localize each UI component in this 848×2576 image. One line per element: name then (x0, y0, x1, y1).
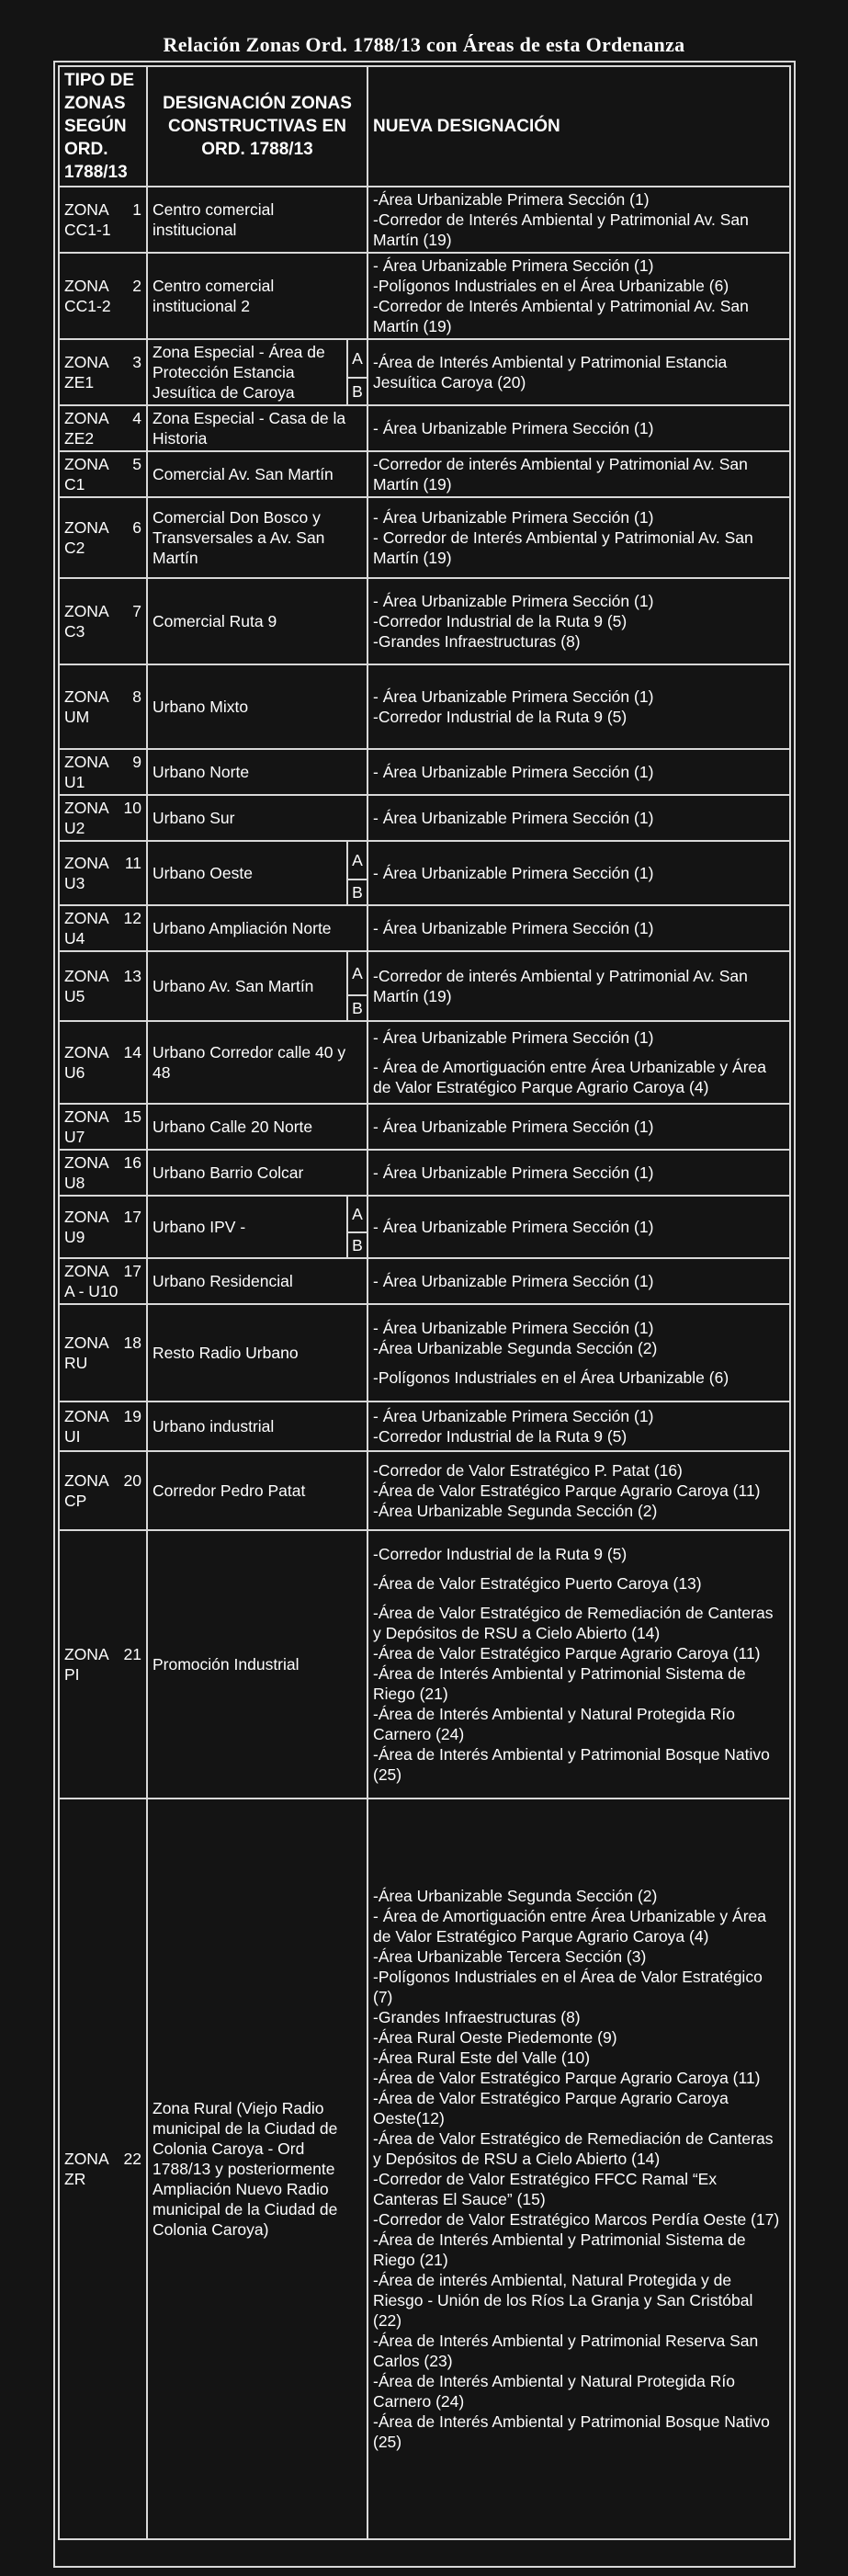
designation-item: -Área Urbanizable Segunda Sección (2) (373, 1502, 658, 1520)
designation-cell: Urbano Calle 20 Norte (147, 1104, 367, 1150)
zone-word: ZONA (64, 409, 109, 427)
zone-word: ZONA (64, 2150, 109, 2168)
designation-cell: Urbano Corredor calle 40 y 48 (147, 1021, 367, 1104)
designation-item: -Área de Valor Estratégico Parque Agrario Caroya Oeste(12) (373, 2089, 729, 2128)
designation-item: - Área Urbanizable Primera Sección (1) (373, 1272, 654, 1290)
table-row (59, 578, 790, 664)
zone-number: 10 (123, 799, 141, 817)
zone-number: 20 (123, 1471, 141, 1490)
zone-code: U1 (64, 773, 85, 791)
table-row (59, 451, 790, 497)
zone-type-cell (59, 1150, 147, 1196)
zone-word: ZONA (64, 1333, 109, 1352)
zone-type-cell (59, 187, 147, 253)
designation-item: - Área Urbanizable Primera Sección (1) (373, 592, 654, 610)
zone-word: ZONA (64, 1407, 109, 1425)
table-row (59, 1799, 790, 2539)
subzone-label: B (347, 879, 367, 905)
designation-item: - Área Urbanizable Primera Sección (1) (373, 1163, 654, 1182)
zone-code: RU (64, 1354, 88, 1372)
zone-label (64, 1042, 141, 1062)
zone-label (64, 276, 141, 296)
page-title: Relación Zonas Ord. 1788/13 con Áreas de esta Ordenanza (163, 33, 685, 56)
zone-code: ZE2 (64, 429, 95, 448)
zone-type-cell (59, 1451, 147, 1530)
designation-cell: Comercial Ruta 9 (147, 578, 367, 664)
zone-number: 19 (123, 1407, 141, 1425)
table-row (59, 1104, 790, 1150)
designation-cell: Urbano industrial (147, 1401, 367, 1451)
table-row (59, 1401, 790, 1451)
zone-type-cell (59, 339, 147, 405)
table-row (59, 1196, 790, 1232)
zone-number: 2 (132, 277, 141, 295)
zone-number: 21 (123, 1645, 141, 1663)
designation-item: -Corredor Industrial de la Ruta 9 (5) (373, 1427, 628, 1446)
zone-code: CC1-2 (64, 297, 111, 315)
zone-code: U8 (64, 1174, 85, 1192)
designation-item: -Área de interés Ambiental, Natural Protegida y de Riesgo - Unión de los Ríos La Granja y San Cristóbal (22) (373, 2271, 753, 2330)
new-designation-cell (367, 405, 790, 451)
zone-code: U3 (64, 874, 85, 892)
header-designation: DESIGNACIÓN ZONAS CONSTRUCTIVAS EN ORD. 1788/13 (147, 66, 367, 187)
new-designation-cell (367, 795, 790, 841)
zone-word: ZONA (64, 1043, 109, 1061)
designation-item: -Área de Interés Ambiental y Natural Protegida Río Carnero (24) (373, 2372, 735, 2411)
designation-cell: Comercial Av. San Martín (147, 451, 367, 497)
new-designation-cell (367, 664, 790, 749)
zone-code: ZE1 (64, 373, 95, 392)
new-designation-cell (367, 1104, 790, 1150)
zone-label (64, 1333, 141, 1353)
designation-item: -Área de Valor Estratégico Puerto Caroya (13) (373, 1574, 702, 1593)
zone-code: U9 (64, 1228, 85, 1246)
designation-cell: Urbano Ampliación Norte (147, 905, 367, 951)
zone-code: C2 (64, 539, 85, 557)
zone-type-cell (59, 1104, 147, 1150)
zone-code: C3 (64, 622, 85, 641)
new-designation-cell (367, 905, 790, 951)
zone-label (64, 1106, 141, 1127)
designation-cell: Centro comercial institucional (147, 187, 367, 253)
designation-item: -Área de Interés Ambiental y Patrimonial Reserva San Carlos (23) (373, 2332, 759, 2370)
zone-number: 17 (123, 1208, 141, 1226)
table-row (59, 1530, 790, 1799)
zone-word: ZONA (64, 200, 109, 219)
designation-item: -Corredor de Valor Estratégico P. Patat (16) (373, 1461, 683, 1480)
table-row (59, 664, 790, 749)
table-row (59, 497, 790, 578)
subzone-label: A (347, 339, 367, 378)
designation-item: -Área Urbanizable Tercera Sección (3) (373, 1947, 647, 1966)
designation-item: - Corredor de Interés Ambiental y Patrimonial Av. San Martín (19) (373, 528, 753, 567)
designation-cell: Urbano Barrio Colcar (147, 1150, 367, 1196)
zone-word: ZONA (64, 753, 109, 771)
designation-cell: Urbano Mixto (147, 664, 367, 749)
designation-cell: Urbano IPV - (147, 1196, 347, 1258)
zone-number: 5 (132, 455, 141, 473)
zone-word: ZONA (64, 602, 109, 620)
zone-word: ZONA (64, 277, 109, 295)
zone-word: ZONA (64, 799, 109, 817)
zone-label (64, 1207, 141, 1227)
designation-item: -Corredor de Interés Ambiental y Patrimonial Av. San Martín (19) (373, 297, 749, 335)
new-designation-cell (367, 1258, 790, 1304)
table-row (59, 951, 790, 995)
designation-item: -Corredor Industrial de la Ruta 9 (5) (373, 1545, 628, 1563)
designation-item: - Área Urbanizable Primera Sección (1) (373, 1319, 654, 1337)
zone-number: 1 (132, 200, 141, 219)
designation-cell: Corredor Pedro Patat (147, 1451, 367, 1530)
zone-word: ZONA (64, 1153, 109, 1172)
designation-item: - Área Urbanizable Primera Sección (1) (373, 1028, 654, 1047)
table-row (59, 1451, 790, 1530)
zone-label (64, 199, 141, 220)
designation-item: - Área Urbanizable Primera Sección (1) (373, 763, 654, 781)
zone-number: 11 (124, 854, 141, 872)
new-designation-cell (367, 1451, 790, 1530)
zone-code: C1 (64, 475, 85, 494)
designation-item: - Área Urbanizable Primera Sección (1) (373, 419, 654, 437)
subzone-label: B (347, 995, 367, 1021)
new-designation-cell (367, 1799, 790, 2539)
zone-word: ZONA (64, 1645, 109, 1663)
subzone-label: B (347, 1232, 367, 1258)
designation-item: -Corredor Industrial de la Ruta 9 (5) (373, 612, 628, 630)
zone-word: ZONA (64, 854, 109, 872)
zone-code: UM (64, 708, 90, 726)
designation-item: -Grandes Infraestructuras (8) (373, 2008, 581, 2026)
zone-number: 8 (132, 687, 141, 706)
zone-number: 7 (132, 602, 141, 620)
zone-number: 6 (132, 518, 141, 537)
table-row (59, 187, 790, 253)
zone-number: 15 (123, 1107, 141, 1126)
zone-word: ZONA (64, 909, 109, 927)
zone-word: ZONA (64, 967, 109, 985)
zone-label (64, 408, 141, 428)
zone-type-cell (59, 1530, 147, 1799)
table-row (59, 1021, 790, 1104)
designation-item: -Área Rural Este del Valle (10) (373, 2048, 591, 2067)
designation-item: - Área Urbanizable Primera Sección (1) (373, 919, 654, 937)
designation-item: -Grandes Infraestructuras (8) (373, 632, 581, 651)
designation-item: -Área Urbanizable Primera Sección (1) (373, 190, 650, 209)
zone-type-cell (59, 664, 147, 749)
table-row (59, 795, 790, 841)
zone-code: CC1-1 (64, 221, 111, 239)
zone-number: 22 (123, 2150, 141, 2168)
designation-item: -Área de Valor Estratégico Parque Agrario Caroya (11) (373, 1644, 761, 1662)
designation-item: - Área Urbanizable Primera Sección (1) (373, 1407, 654, 1425)
zone-word: ZONA (64, 455, 109, 473)
zone-type-cell (59, 1799, 147, 2539)
zone-code: U4 (64, 929, 85, 948)
new-designation-cell (367, 339, 790, 405)
zone-word: ZONA (64, 1107, 109, 1126)
new-designation-cell (367, 841, 790, 905)
zone-type-cell (59, 795, 147, 841)
table-row (59, 1150, 790, 1196)
zone-label (64, 966, 141, 986)
zone-code: U6 (64, 1063, 85, 1082)
zone-number: 12 (123, 909, 141, 927)
designation-cell: Urbano Sur (147, 795, 367, 841)
designation-item: -Polígonos Industriales en el Área de Valor Estratégico (7) (373, 1968, 763, 2006)
designation-item: -Área de Valor Estratégico Parque Agrario Caroya (11) (373, 2069, 761, 2087)
zone-label (64, 2149, 141, 2169)
designation-item: -Área de Valor Estratégico de Remediación de Canteras y Depósitos de RSU a Cielo Abierto (14) (373, 2129, 774, 2168)
table-row (59, 905, 790, 951)
designation-item: -Área Urbanizable Segunda Sección (2) (373, 1887, 658, 1905)
zone-number: 16 (123, 1153, 141, 1172)
designation-item: -Corredor de interés Ambiental y Patrimonial Av. San Martín (19) (373, 455, 748, 494)
designation-cell: Resto Radio Urbano (147, 1304, 367, 1401)
designation-cell: Zona Especial - Casa de la Historia (147, 405, 367, 451)
designation-cell: Centro comercial institucional 2 (147, 253, 367, 339)
designation-item: -Área de Interés Ambiental y Patrimonial Bosque Nativo (25) (373, 1745, 770, 1784)
new-designation-cell (367, 253, 790, 339)
zone-code: ZR (64, 2170, 86, 2188)
new-designation-cell (367, 187, 790, 253)
zone-type-cell (59, 905, 147, 951)
new-designation-cell (367, 951, 790, 1021)
designation-cell: Zona Rural (Viejo Radio municipal de la Ciudad de Colonia Caroya - Ord 1788/13 y posteriormente Ampliación Nuevo Radio municipal de la Ciudad de Colonia Caroya) (147, 1799, 367, 2539)
subzone-label: A (347, 1196, 367, 1232)
designation-item: - Área Urbanizable Primera Sección (1) (373, 687, 654, 706)
new-designation-cell (367, 1530, 790, 1799)
zone-type-cell (59, 578, 147, 664)
zone-label (64, 908, 141, 928)
zone-label (64, 1261, 141, 1281)
subzone-label: A (347, 841, 367, 879)
designation-item: - Área Urbanizable Primera Sección (1) (373, 809, 654, 827)
new-designation-cell (367, 1401, 790, 1451)
table-row (59, 339, 790, 378)
designation-cell: Urbano Residencial (147, 1258, 367, 1304)
new-designation-cell (367, 749, 790, 795)
table-row (59, 749, 790, 795)
zone-code: U5 (64, 987, 85, 1005)
zone-number: 9 (132, 753, 141, 771)
zone-word: ZONA (64, 518, 109, 537)
designation-item: -Área de Interés Ambiental y Patrimonial Sistema de Riego (21) (373, 1664, 746, 1703)
designation-item: - Área Urbanizable Primera Sección (1) (373, 1218, 654, 1236)
designation-item: -Corredor de Interés Ambiental y Patrimonial Av. San Martín (19) (373, 210, 749, 249)
zone-type-cell (59, 749, 147, 795)
designation-item: -Área de Interés Ambiental y Natural Protegida Río Carnero (24) (373, 1705, 735, 1743)
zone-code: U2 (64, 819, 85, 837)
table-row (59, 841, 790, 879)
zone-type-cell (59, 951, 147, 1021)
designation-cell: Urbano Oeste (147, 841, 347, 905)
zone-label (64, 601, 141, 621)
zone-number: 3 (132, 353, 141, 371)
new-designation-cell (367, 497, 790, 578)
new-designation-cell (367, 578, 790, 664)
designation-cell: Zona Especial - Área de Protección Estancia Jesuítica de Caroya (147, 339, 347, 405)
designation-item: -Corredor de Valor Estratégico FFCC Ramal “Ex Canteras El Sauce” (15) (373, 2170, 718, 2208)
table-row (59, 405, 790, 451)
zone-label (64, 1470, 141, 1491)
new-designation-cell (367, 1021, 790, 1104)
subzone-label: B (347, 378, 367, 405)
subzone-label: A (347, 951, 367, 995)
zone-label (64, 1152, 141, 1173)
zone-number: 18 (123, 1333, 141, 1352)
zone-code: PI (64, 1665, 80, 1684)
new-designation-cell (367, 451, 790, 497)
new-designation-cell (367, 1304, 790, 1401)
zone-number: 17 (123, 1262, 141, 1280)
zone-number: 13 (123, 967, 141, 985)
designation-item: - Área Urbanizable Primera Sección (1) (373, 256, 654, 275)
zone-label (64, 752, 141, 772)
designation-item: - Área Urbanizable Primera Sección (1) (373, 864, 654, 882)
zone-type-cell (59, 1258, 147, 1304)
designation-item: -Corredor Industrial de la Ruta 9 (5) (373, 708, 628, 726)
zones-table (53, 61, 796, 2568)
zone-type-cell (59, 1304, 147, 1401)
zone-type-cell (59, 253, 147, 339)
designation-item: -Área Urbanizable Segunda Sección (2) (373, 1339, 658, 1357)
designation-item: -Área de Valor Estratégico de Remediación de Canteras y Depósitos de RSU a Cielo Abierto (14) (373, 1604, 774, 1642)
designation-item: -Área de Interés Ambiental y Patrimonial Sistema de Riego (21) (373, 2230, 746, 2269)
designation-item: - Área Urbanizable Primera Sección (1) (373, 508, 654, 527)
table-row (59, 253, 790, 339)
zone-type-cell (59, 1021, 147, 1104)
new-designation-cell (367, 1150, 790, 1196)
zone-label (64, 798, 141, 818)
zone-word: ZONA (64, 353, 109, 371)
zone-label (64, 454, 141, 474)
zone-label (64, 1644, 141, 1664)
designation-item: -Área de Interés Ambiental y Patrimonial Bosque Nativo (25) (373, 2412, 770, 2451)
designation-item: -Área de Valor Estratégico Parque Agrario Caroya (11) (373, 1481, 761, 1500)
zone-label (64, 517, 141, 538)
designation-item: -Polígonos Industriales en el Área Urbanizable (6) (373, 1368, 729, 1387)
designation-cell: Urbano Av. San Martín (147, 951, 347, 1021)
zone-type-cell (59, 1401, 147, 1451)
header-zone-type: TIPO DE ZONAS SEGÚN ORD. 1788/13 (59, 66, 147, 187)
zone-type-cell (59, 841, 147, 905)
zone-code: UI (64, 1427, 81, 1446)
designation-cell: Comercial Don Bosco y Transversales a Av. San Martín (147, 497, 367, 578)
zone-type-cell (59, 451, 147, 497)
zone-number: 4 (132, 409, 141, 427)
table-row (59, 1258, 790, 1304)
zone-word: ZONA (64, 1208, 109, 1226)
zone-number: 14 (123, 1043, 141, 1061)
designation-item: -Área Rural Oeste Piedemonte (9) (373, 2028, 617, 2047)
designation-cell: Urbano Norte (147, 749, 367, 795)
zone-code: A - U10 (64, 1282, 119, 1300)
zone-word: ZONA (64, 1471, 109, 1490)
designation-item: - Área Urbanizable Primera Sección (1) (373, 1118, 654, 1136)
zone-label (64, 352, 141, 372)
zone-type-cell (59, 405, 147, 451)
zone-label (64, 853, 141, 873)
designation-item: - Área de Amortiguación entre Área Urbanizable y Área de Valor Estratégico Parque Agrario Caroya (4) (373, 1058, 767, 1096)
designation-item: - Área de Amortiguación entre Área Urbanizable y Área de Valor Estratégico Parque Agrario Caroya (4) (373, 1907, 767, 1946)
zone-code: CP (64, 1492, 87, 1510)
zone-word: ZONA (64, 1262, 109, 1280)
zone-type-cell (59, 497, 147, 578)
zone-label (64, 1406, 141, 1426)
header-new-designation: NUEVA DESIGNACIÓN (367, 66, 790, 187)
zone-word: ZONA (64, 687, 109, 706)
new-designation-cell (367, 1196, 790, 1258)
zone-type-cell (59, 1196, 147, 1258)
designation-item: -Corredor de interés Ambiental y Patrimonial Av. San Martín (19) (373, 967, 748, 1005)
designation-item: -Área de Interés Ambiental y Patrimonial Estancia Jesuítica Caroya (20) (373, 353, 728, 392)
zone-code: U7 (64, 1128, 85, 1146)
zone-label (64, 687, 141, 707)
designation-item: -Corredor de Valor Estratégico Marcos Perdía Oeste (17) (373, 2210, 780, 2229)
table-row (59, 1304, 790, 1401)
designation-item: -Polígonos Industriales en el Área Urbanizable (6) (373, 277, 729, 295)
designation-cell: Promoción Industrial (147, 1530, 367, 1799)
